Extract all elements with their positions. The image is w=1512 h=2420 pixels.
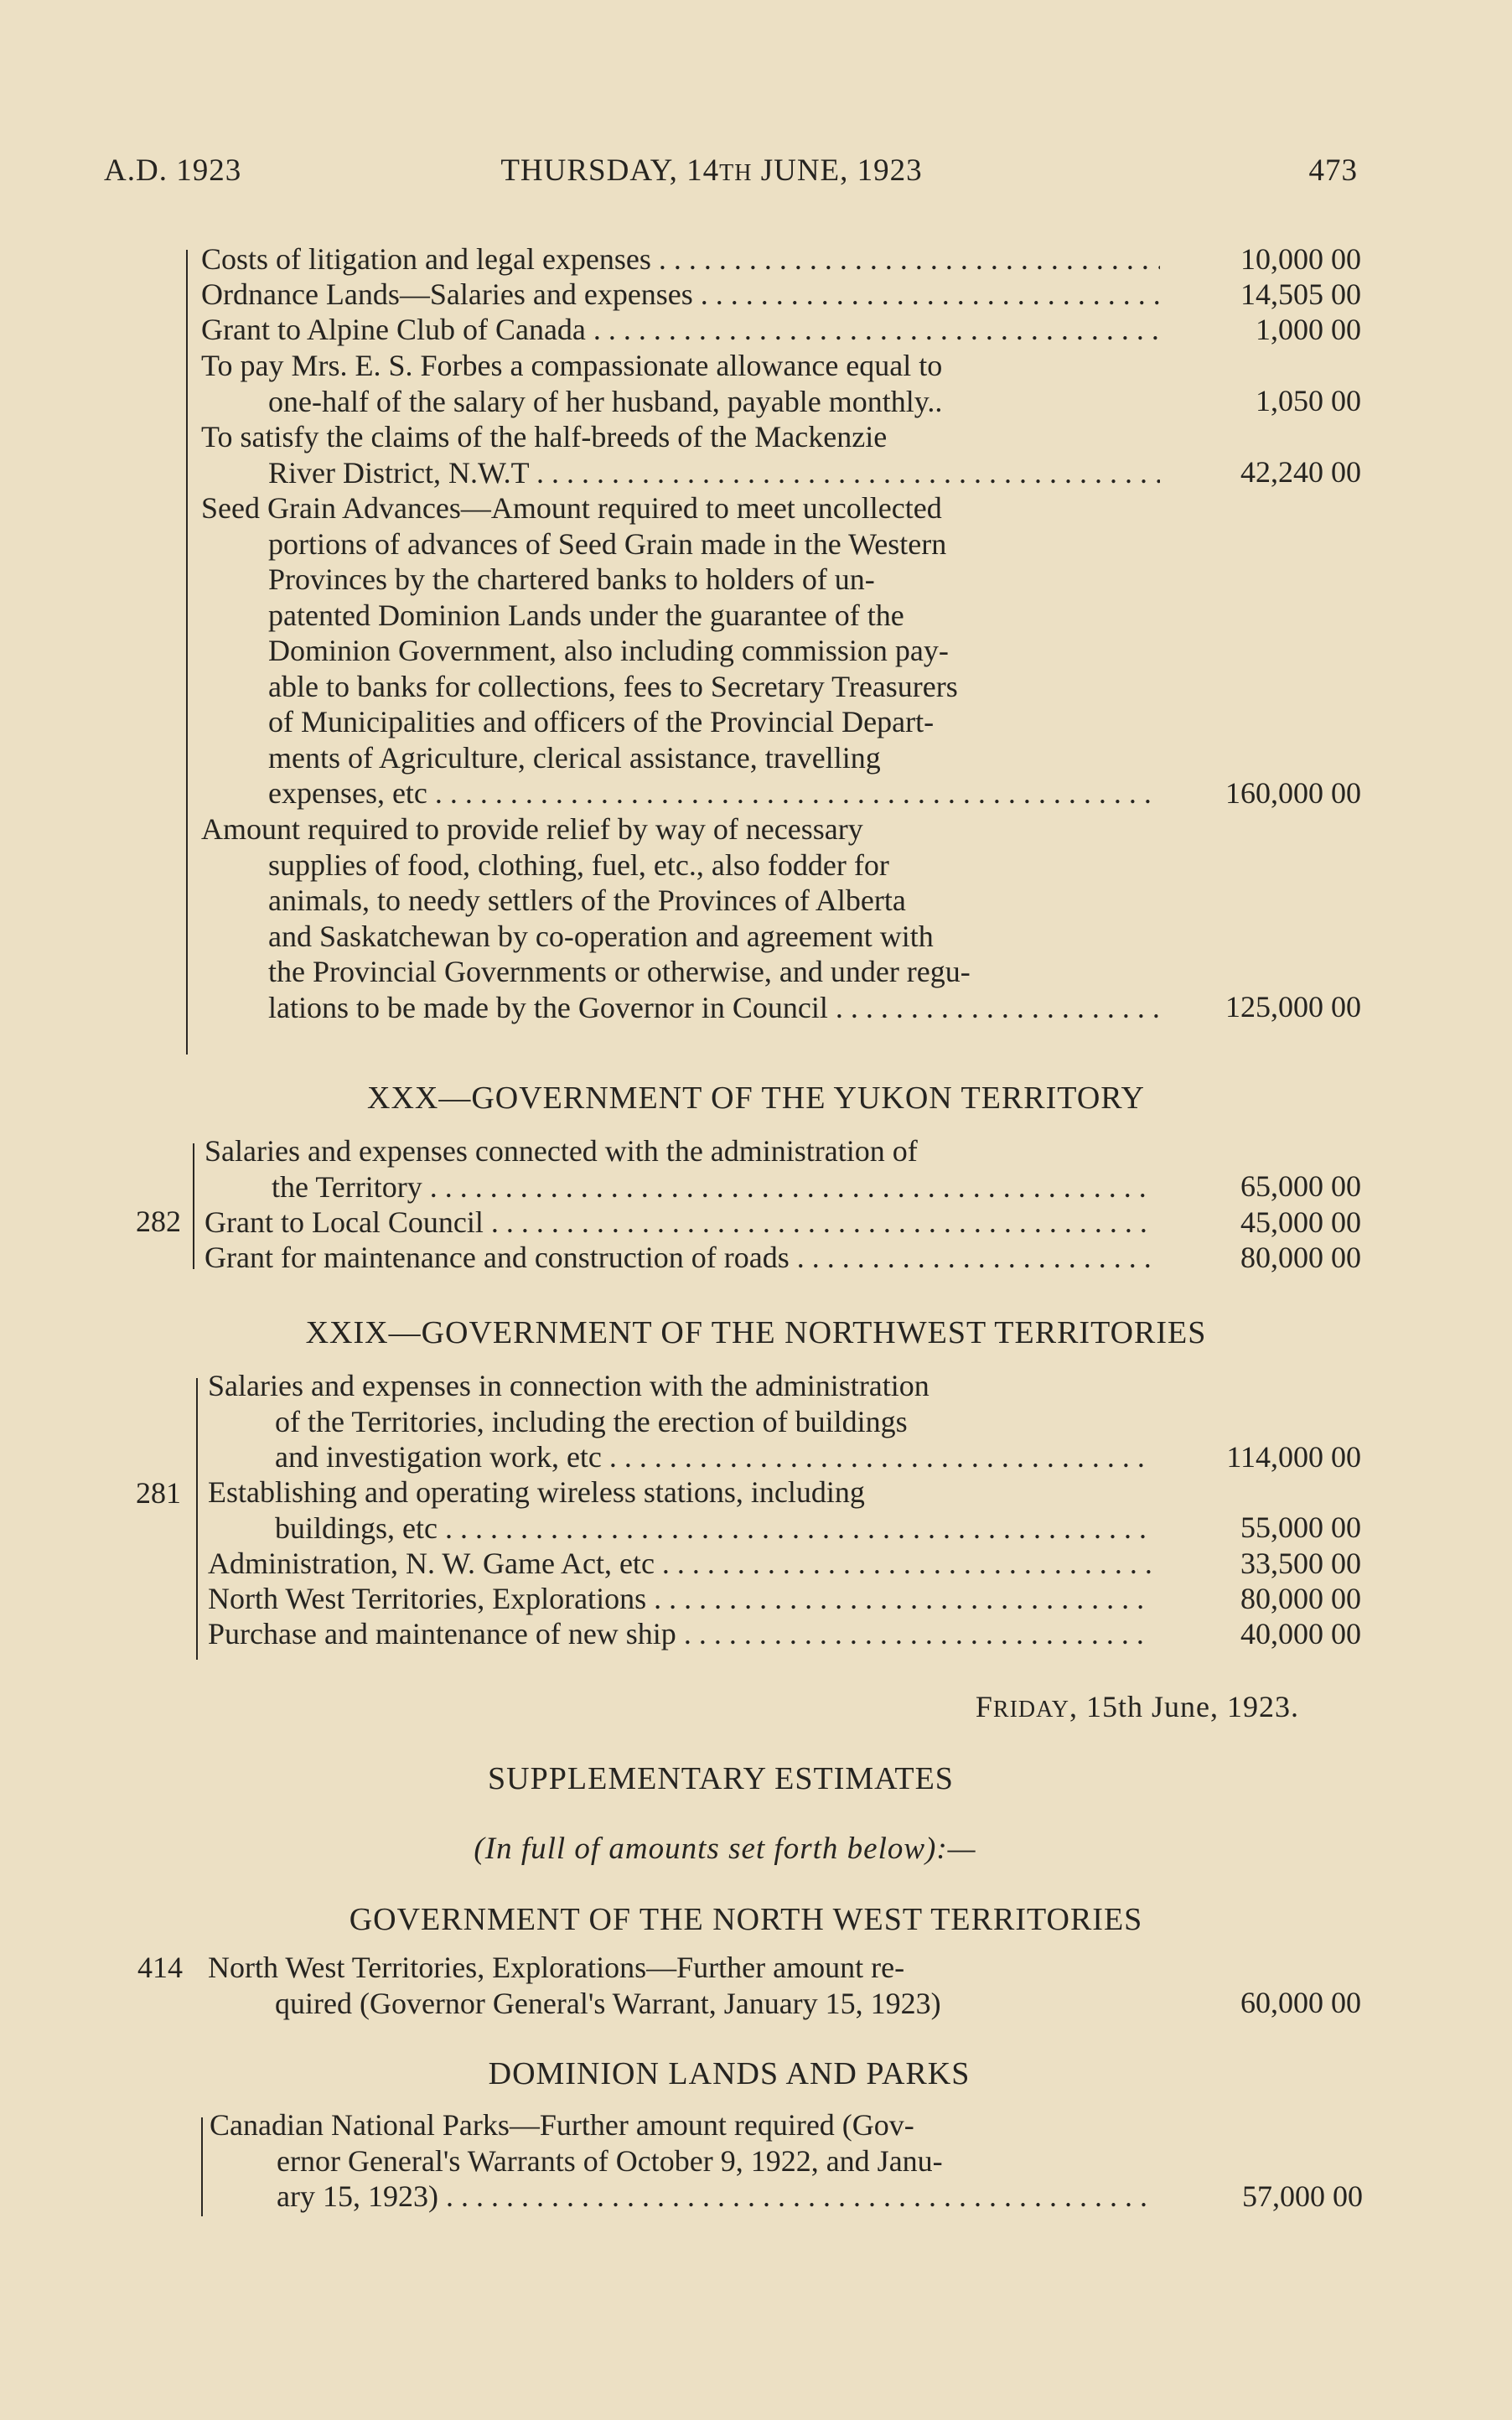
line-amount: 40,000 00 [1240, 1617, 1361, 1650]
vote-number: 281 [136, 1476, 181, 1510]
line-amount: 1,000 00 [1256, 313, 1361, 346]
brace-line [201, 2117, 203, 2216]
line-amount: 125,000 00 [1225, 990, 1361, 1023]
line-amount: 65,000 00 [1240, 1169, 1361, 1203]
header-date: THURSDAY, 14TH JUNE, 1923 [500, 153, 923, 188]
brace-line [186, 250, 188, 1055]
section-heading-nwt-supplementary: GOVERNMENT OF THE NORTH WEST TERRITORIES [349, 1902, 1143, 1937]
line-amount: 10,000 00 [1240, 242, 1361, 276]
line-amount: 33,500 00 [1240, 1547, 1361, 1580]
document-page: A.D. 1923 THURSDAY, 14TH JUNE, 1923 473 Costs of litigation and legal expenses . . . 10,000 00 Ordnance Lands—Salaries and expenses . . . 14,505 00 Grant to Alpine Club of Canada . . . 1,000 00 To pay Mrs. E. S. Forbes a compassionate allowance equal to one-half of the salary of her husband, payable monthly.. 1,050 00 To satisfy the claims of the half-breeds of the Mackenzie River District, N.W.T . . . 42,240 00 Seed Grain Advances—Amount required to meet uncollected portions of advances of Seed Grain made in the Western Provinces by the chartered banks to holders of un- patented Dominion Lands under the guarantee of the Dominion Government, also including commission pay- able to banks for collections, fees to Secretary Treasurers of Municipalities and officers of the Provincial Depart- ments of Agriculture, clerical assistance, travelling expenses, etc . . . 160,000 00 Amount required to provide relief by way of necessary supplies of food, clothing, fuel, etc., also fodder for animals, to needy settlers of the Provinces of Alberta and Saskatchewan by co-operation and agreement with the Provincial Governments or otherwise, and under regu- lations to be made by the Governor in Council . . . 125,000 00 XXX—GOVERNMENT OF THE YUKON TERRITORY 282 Salaries and expenses connected with the administration of the Territory . . . 65,000 00 Grant to Local Council . . . 45,000 00 Grant for maintenance and construction of roads . . . 80,000 00 XXIX—GOVERNMENT OF THE NORTHWEST TERRITORIES 281 Salaries and expenses in connection with the administration of the Territories, including the erection of buildings and investigation work, etc . . . 114,000 00 Establishing and operating wireless stations, including buildings, etc . . . 55,000 00 Administration, N. W. Game Act, etc . . . 33,500 00 North West Territories, Explorations . . . 80,000 00 Purchase and maintenance of new ship . . . 40,000 00 FRIDAY, 15th June, 1923. SUPPLEMENTARY ESTIMATES (In full of amounts set forth below):— GOVERNMENT OF THE NORTH WEST TERRITORIES 414 North West Territories, Explorations—Further amount re- quired (Governor General's Warrant, January 15, 1923) 60,000 00 DOMINION LANDS AND PARKS Canadian National Parks—Further amount required (Gov- ernor General's Warrants of October 9, 1922, and Janu- ary 15, 1923) . . . 57,000 00 [0, 0, 1512, 2420]
line-amount: 45,000 00 [1240, 1205, 1361, 1239]
line-amount: 114,000 00 [1226, 1440, 1361, 1474]
supplementary-title: SUPPLEMENTARY ESTIMATES [488, 1761, 954, 1796]
line-amount: 57,000 00 [1242, 2179, 1363, 2213]
running-header [104, 153, 1358, 200]
section-heading-yukon: XXX—GOVERNMENT OF THE YUKON TERRITORY [367, 1080, 1145, 1116]
line-amount: 1,050 00 [1256, 384, 1361, 417]
line-amount: 42,240 00 [1240, 455, 1361, 489]
line-amount: 14,505 00 [1240, 277, 1361, 311]
line-amount: 160,000 00 [1225, 776, 1361, 810]
line-amount: 60,000 00 [1240, 1986, 1361, 2019]
section-heading-nwt: XXIX—GOVERNMENT OF THE NORTHWEST TERRITORIES [305, 1315, 1207, 1350]
vote-number: 282 [136, 1205, 181, 1238]
line-amount: 80,000 00 [1240, 1582, 1361, 1615]
page-number: 473 [1308, 153, 1358, 188]
supplementary-subtitle: (In full of amounts set forth below):— [474, 1832, 976, 1866]
section-heading-parks: DOMINION LANDS AND PARKS [488, 2056, 971, 2091]
line-amount: 55,000 00 [1240, 1511, 1361, 1544]
header-year: A.D. 1923 [104, 153, 242, 188]
vote-number: 414 [137, 1951, 183, 1984]
line-amount: 80,000 00 [1240, 1241, 1361, 1274]
brace-line [196, 1378, 198, 1660]
brace-line [193, 1143, 194, 1269]
sitting-date: FRIDAY, 15th June, 1923. [975, 1690, 1299, 1723]
